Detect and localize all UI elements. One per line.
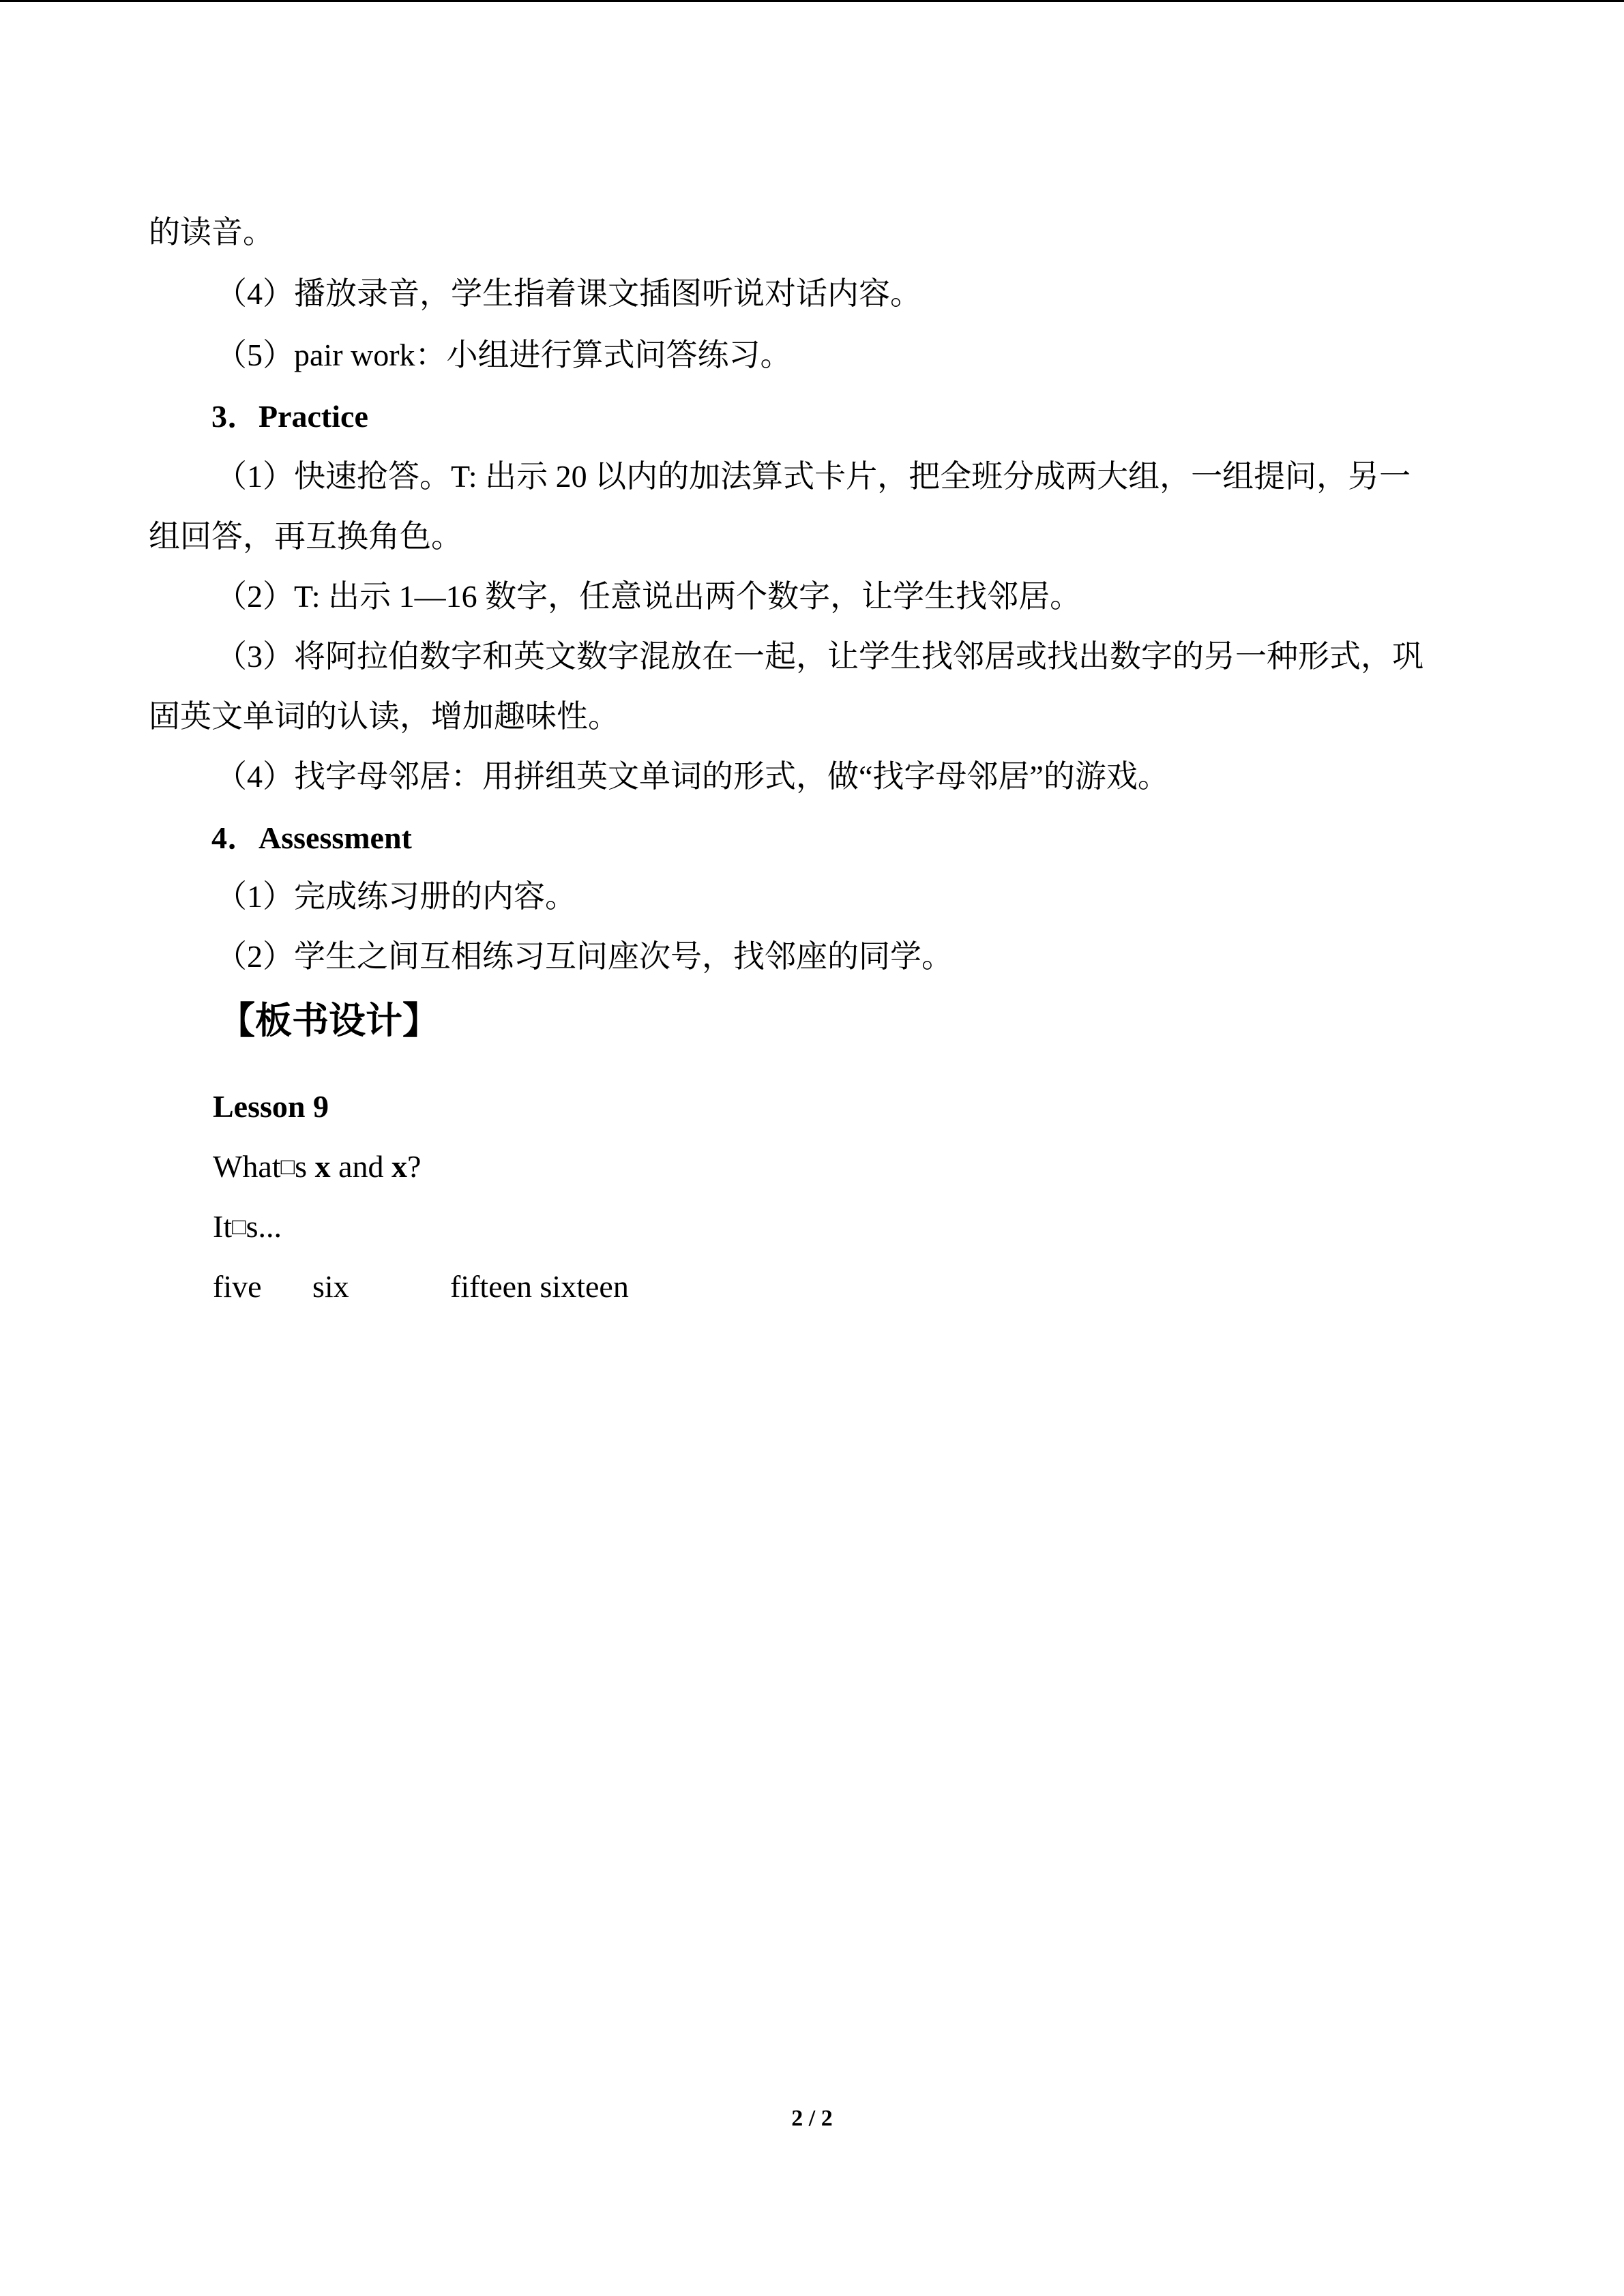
lesson-title: Lesson 9 (213, 1089, 329, 1124)
board-word-fifteen-sixteen: fifteen sixteen (450, 1269, 629, 1304)
board-word-six: six (312, 1269, 349, 1304)
paragraph-continuation: 的读音。 (149, 215, 274, 250)
board-design-heading: 【板书设计】 (218, 1000, 439, 1041)
paragraph-mixed-numbers-line1: （3）将阿拉伯数字和英文数字混放在一起，让学生找邻居或找出数字的另一种形式，巩 (216, 639, 1423, 674)
paragraph-workbook: （1）完成练习册的内容。 (216, 879, 576, 914)
board-word-five: five (213, 1269, 262, 1304)
section-heading-assessment: 4．Assessment (211, 820, 412, 855)
paragraph-play-recording: （4）播放录音，学生指着课文插图听说对话内容。 (216, 276, 921, 311)
board-question: What□s x and x? (213, 1149, 422, 1184)
paragraph-pair-work: （5）pair work：小组进行算式问答练习。 (216, 338, 792, 372)
paragraph-find-neighbor: （2）T: 出示 1—16 数字，任意说出两个数字，让学生找邻居。 (216, 579, 1082, 614)
paragraph-quick-answer-line1: （1）快速抢答。T: 出示 20 以内的加法算式卡片，把全班分成两大组，一组提问，另一 (216, 459, 1411, 494)
page-number: 2 / 2 (791, 2106, 833, 2131)
paragraph-letter-neighbor: （4）找字母邻居：用拼组英文单词的形式，做“找字母邻居”的游戏。 (216, 759, 1169, 794)
paragraph-seat-numbers: （2）学生之间互相练习互问座次号，找邻座的同学。 (216, 939, 953, 974)
section-heading-practice: 3．Practice (211, 399, 368, 434)
paragraph-quick-answer-line2: 组回答，再互换角色。 (149, 519, 462, 554)
board-answer: It□s... (213, 1209, 282, 1244)
paragraph-mixed-numbers-line2: 固英文单词的认读，增加趣味性。 (149, 699, 619, 734)
